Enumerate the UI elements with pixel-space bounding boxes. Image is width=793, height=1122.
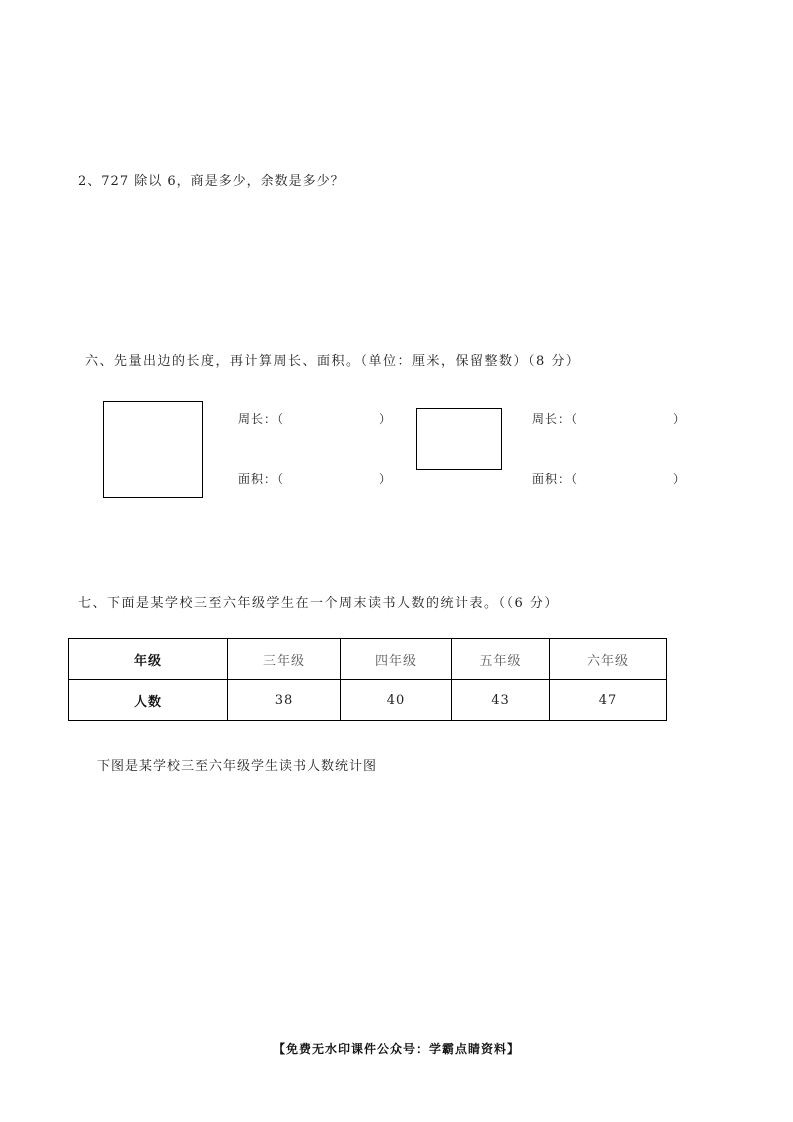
shape2-area-field <box>532 470 687 487</box>
shape2-perimeter-close: ） <box>673 412 687 426</box>
shape1-perimeter-label: 周长：（ <box>238 412 285 426</box>
table-cell: 38 <box>228 680 341 721</box>
question-2-text: 2、727 除以 6，商是多少，余数是多少？ <box>78 174 345 189</box>
footer-watermark-text: 【免费无水印课件公众号：学霸点睛资料】 <box>272 1042 520 1056</box>
section-6-heading: 六、先量出边的长度，再计算周长、面积。（单位：厘米，保留整数）（8 分） <box>85 354 581 369</box>
table-cell: 43 <box>452 680 550 721</box>
shape2-perimeter-label: 周长：（ <box>532 412 579 426</box>
table-row <box>69 639 667 680</box>
table-row <box>69 680 667 721</box>
reading-stats-table <box>68 638 667 721</box>
table-cell: 六年级 <box>550 639 667 680</box>
shape1-area-close: ） <box>379 472 393 486</box>
square-figure <box>103 401 203 498</box>
shape1-perimeter-field <box>238 410 393 427</box>
shape1-perimeter-close: ） <box>379 412 393 426</box>
table-cell: 47 <box>550 680 667 721</box>
rectangle-figure <box>416 408 502 470</box>
table-cell: 40 <box>341 680 452 721</box>
shape2-area-label: 面积：（ <box>532 472 579 486</box>
table-row-header-grade: 年级 <box>69 639 228 680</box>
table-cell: 三年级 <box>228 639 341 680</box>
table-row-header-count: 人数 <box>69 680 228 721</box>
section-7-heading: 七、下面是某学校三至六年级学生在一个周末读书人数的统计表。（（6 分） <box>78 596 559 611</box>
shape2-area-close: ） <box>673 472 687 486</box>
shape1-area-field <box>238 470 393 487</box>
table-cell: 五年级 <box>452 639 550 680</box>
shape2-perimeter-field <box>532 410 687 427</box>
shape1-area-label: 面积：（ <box>238 472 285 486</box>
table-cell: 四年级 <box>341 639 452 680</box>
chart-caption: 下图是某学校三至六年级学生读书人数统计图 <box>97 759 378 774</box>
